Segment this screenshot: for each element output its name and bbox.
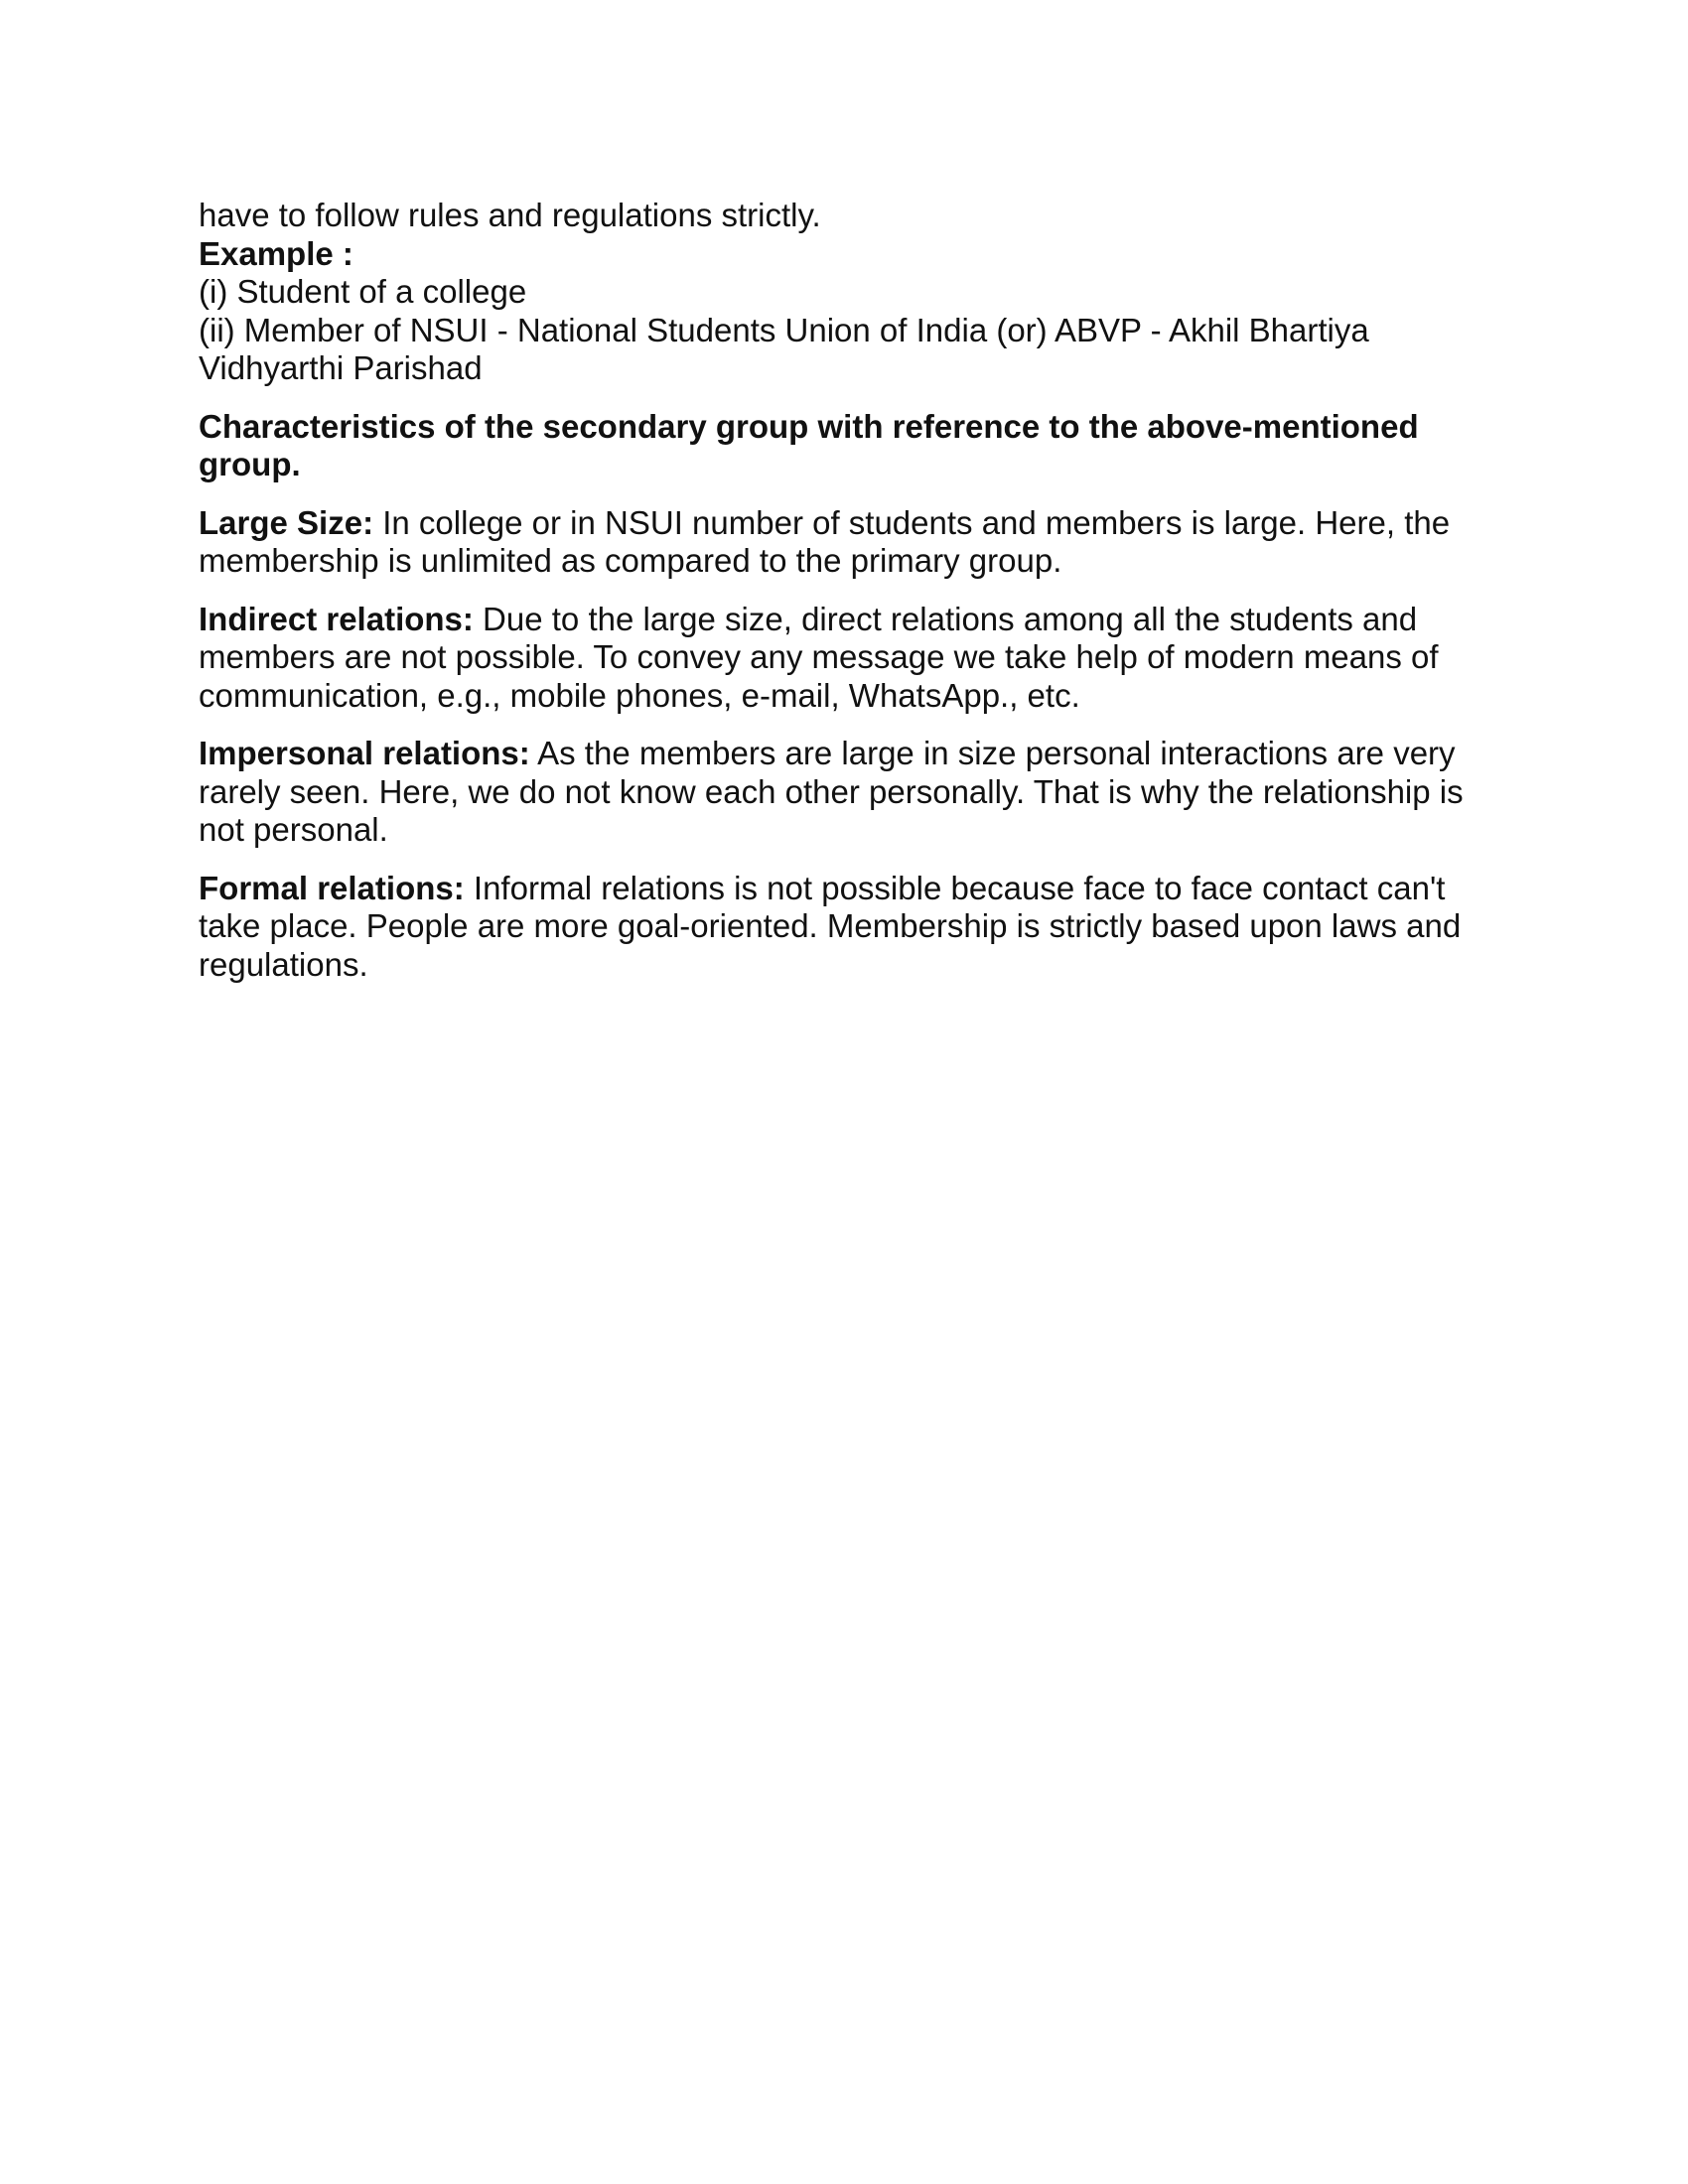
paragraph-line: regulations.: [199, 945, 368, 983]
paragraph-text: As the members are large in size personal interactions are very: [529, 735, 1456, 771]
intro-text: have to follow rules and regulations strictly.: [199, 197, 821, 233]
paragraph-text: Due to the large size, direct relations among all the students and: [473, 600, 1418, 637]
paragraph-large-size: [199, 504, 1499, 581]
intro-block: [199, 197, 1499, 388]
paragraph-impersonal-relations: [199, 735, 1499, 850]
paragraph-line: [199, 601, 1499, 639]
paragraph-text: Informal relations is not possible because face to face contact can't: [464, 869, 1446, 906]
term-formal-relations: Formal relations:: [199, 869, 465, 906]
example-item-2-line-1: (ii) Member of NSUI - National Students Union of India (or) ABVP - Akhil Bhartiya: [199, 311, 1369, 348]
paragraph-indirect-relations: [199, 601, 1499, 716]
paragraph-line: communication, e.g., mobile phones, e-mail, WhatsApp., etc.: [199, 676, 1080, 714]
term-indirect-relations: Indirect relations:: [199, 600, 474, 637]
paragraph-formal-relations: [199, 870, 1499, 985]
paragraph-line: not personal.: [199, 811, 388, 848]
paragraph-line: [199, 735, 1499, 773]
example-item-2-line-2: Vidhyarthi Parishad: [199, 349, 483, 386]
section-heading-line-2: group.: [199, 446, 301, 482]
paragraph-line: [199, 870, 1499, 908]
term-large-size: Large Size:: [199, 503, 374, 541]
paragraph-line: membership is unlimited as compared to the primary group.: [199, 542, 1062, 579]
paragraph-line: [199, 504, 1499, 543]
example-item-1: (i) Student of a college: [199, 273, 527, 310]
example-label: Example :: [199, 234, 353, 272]
document-body: [199, 197, 1499, 984]
paragraph-line: rarely seen. Here, we do not know each other personally. That is why the relationship is: [199, 772, 1464, 810]
paragraph-line: members are not possible. To convey any message we take help of modern means of: [199, 638, 1439, 675]
section-heading: [199, 408, 1499, 484]
paragraph-line: take place. People are more goal-oriented. Membership is strictly based upon laws and: [199, 907, 1462, 944]
paragraph-text: In college or in NSUI number of students and members is large. Here, the: [373, 503, 1451, 541]
term-impersonal-relations: Impersonal relations:: [199, 735, 530, 771]
section-heading-line-1: Characteristics of the secondary group with reference to the above-mentioned: [199, 407, 1419, 445]
